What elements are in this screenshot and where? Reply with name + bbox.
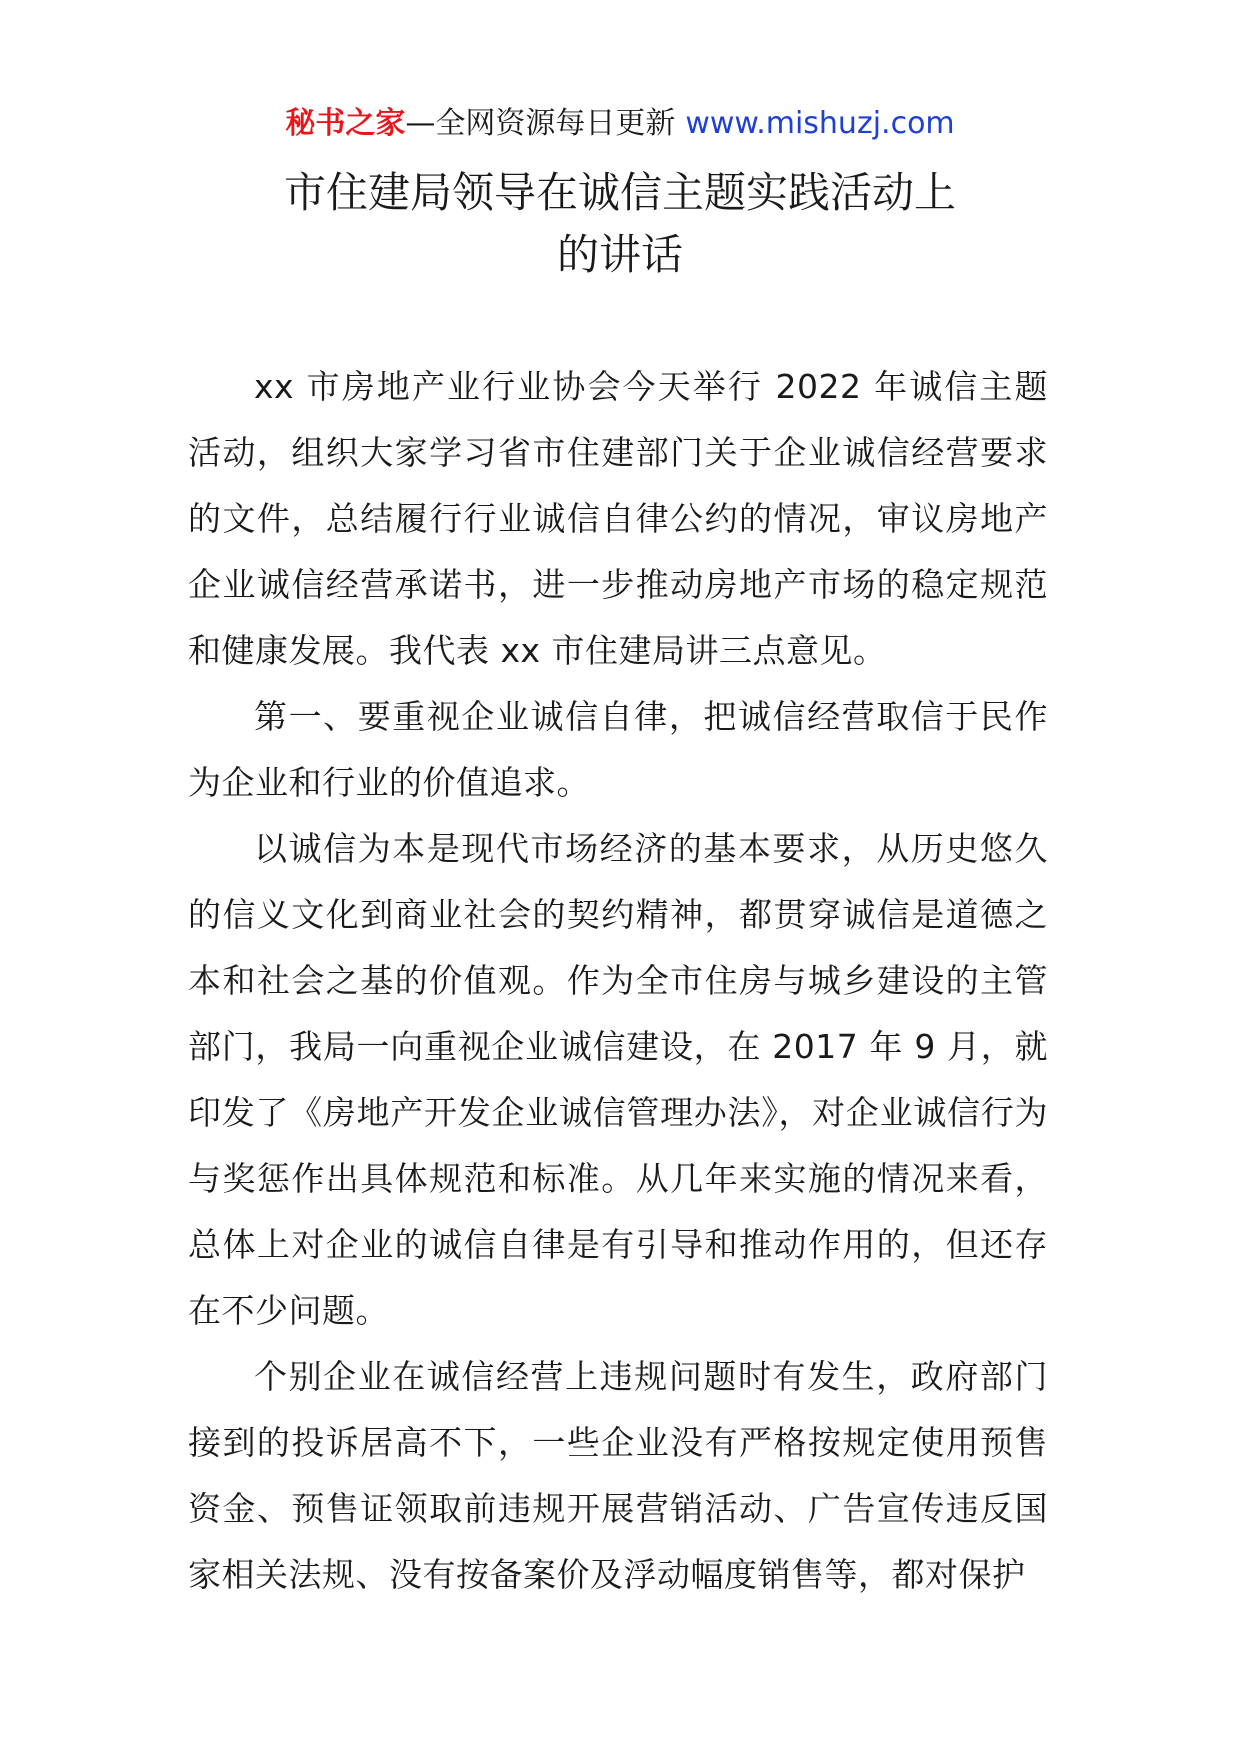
brand-name: 秘书之家 [285,106,406,141]
paragraph-2: 第一、要重视企业诚信自律，把诚信经营取信于民作为企业和行业的价值追求。 [188,697,1048,802]
document-body [188,354,1048,1608]
document-title [0,162,1240,286]
title-line-2: 的讲话 [556,230,683,279]
paragraph-3: 以诚信为本是现代市场经济的基本要求，从历史悠久的信义文化到商业社会的契约精神，都贯穿诚信是道德之本和社会之基的价值观。作为全市住房与城乡建设的主管部门，我局一向重视企业诚信建设，在 2017 年 9 月，就印发了《房地产开发企业诚信管理办法》，对企业诚信行为与奖惩作出具体规范和标准。从几年来实施的情况来看，总体上对企业的诚信自律是有引导和推动作用的，但还存在不少问题。 [188,829,1048,1330]
title-line-1: 市住建局领导在诚信主题实践活动上 [283,168,956,217]
paragraph-1: xx 市房地产业行业协会今天举行 2022 年诚信主题活动，组织大家学习省市住建部门关于企业诚信经营要求的文件，总结履行行业诚信自律公约的情况，审议房地产企业诚信经营承诺书，进一步推动房地产市场的稳定规范和健康发展。我代表 xx 市住建局讲三点意见。 [188,367,1048,670]
website-link[interactable]: www.mishuzj.com [685,106,955,141]
paragraph-4: 个别企业在诚信经营上违规问题时有发生，政府部门接到的投诉居高不下，一些企业没有严格按规定使用预售资金、预售证领取前违规开展营销活动、广告宣传违反国家相关法规、没有按备案价及浮动幅度销售等，都对保护 [188,1357,1048,1594]
header-banner [0,104,1240,144]
header-slogan: —全网资源每日更新 [405,106,676,141]
